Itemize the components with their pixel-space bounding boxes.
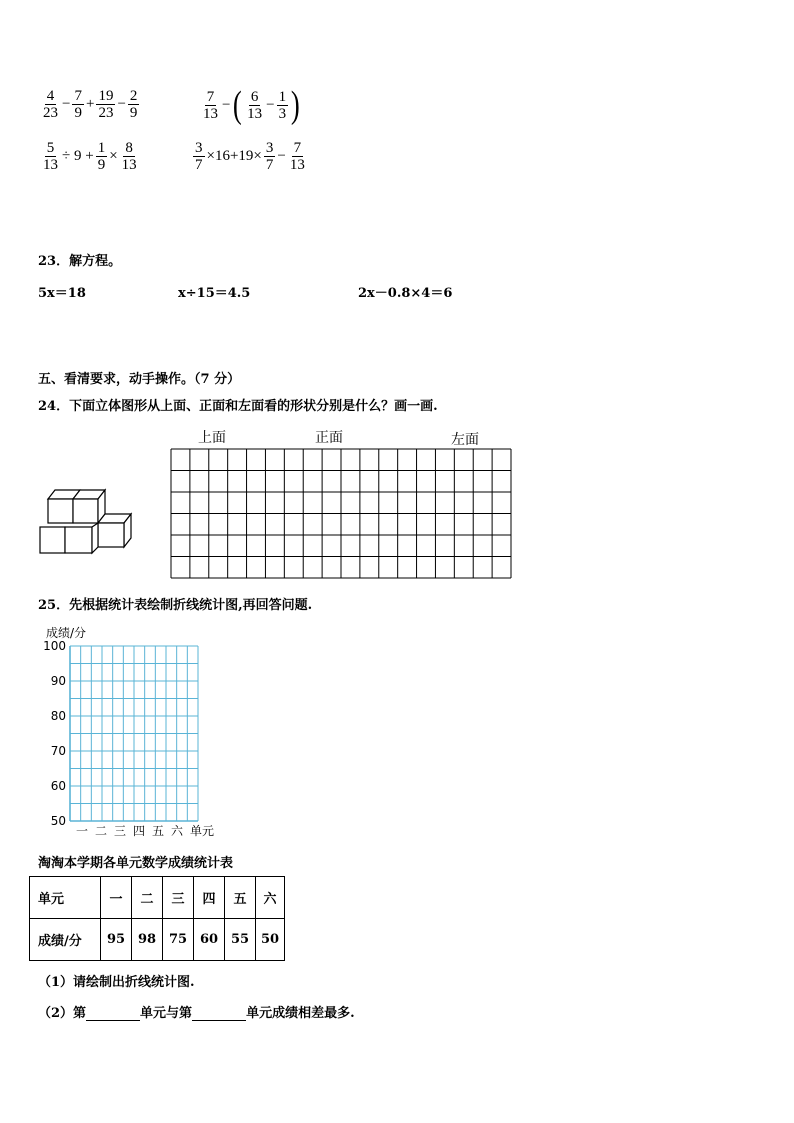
y-tick-label: 100 xyxy=(43,640,66,653)
cube-figure xyxy=(38,485,138,557)
left-paren: ( xyxy=(233,84,243,126)
table-cell: 六 xyxy=(256,877,285,919)
fraction: $\frac{7}{13}$ xyxy=(203,88,218,122)
sub2-part-b: 单元与第 xyxy=(140,1006,193,1021)
x-unit-label: 单元 xyxy=(190,824,215,838)
x-label: 一 xyxy=(76,824,89,838)
sub-question-2 xyxy=(38,1002,355,1021)
equation-2: x÷15＝4.5 xyxy=(178,286,251,301)
sub2-part-a: （2）第 xyxy=(38,1006,87,1021)
x-label: 二 xyxy=(95,824,108,838)
table-cell: 98 xyxy=(132,919,163,961)
q24-title: 24．下面立体图形从上面、正面和左面看的形状分别是什么？画一画. xyxy=(38,399,438,414)
fraction: $\frac{1}{3}$ xyxy=(278,88,287,122)
answer-blank-2[interactable] xyxy=(192,1006,246,1021)
y-tick-label: 60 xyxy=(50,779,66,793)
q25-title: 25．先根据统计表绘制折线统计图,再回答问题. xyxy=(38,598,313,613)
sub2-part-c: 单元成绩相差最多. xyxy=(246,1006,355,1021)
calc-expr-3: $\frac{5}{13}$ ÷ 9 + $\frac{1}{9}$ × $\frac{8}{13}$ xyxy=(43,140,137,173)
y-axis-title: 成绩/分 xyxy=(46,626,87,640)
sub-question-1: （1）请绘制出折线统计图. xyxy=(38,975,195,990)
table-cell: 95 xyxy=(101,919,132,961)
fraction: $\frac{5}{13}$ xyxy=(43,140,58,173)
x-axis-labels xyxy=(76,822,214,839)
fraction: $\frac{7}{9}$ xyxy=(74,88,82,121)
label-top-view: 上面 xyxy=(198,430,226,446)
y-tick-label: 80 xyxy=(50,709,66,723)
table-cell: 一 xyxy=(101,877,132,919)
table-cell: 二 xyxy=(132,877,163,919)
fraction: $\frac{7}{13}$ xyxy=(289,140,305,173)
q23-title: 23．解方程。 xyxy=(38,254,122,269)
table-header-cell: 成绩/分 xyxy=(30,919,101,961)
section5-title: 五、看清要求，动手操作。（7 分） xyxy=(38,372,241,387)
equation-3: 2x－0.8×4＝6 xyxy=(358,286,453,301)
x-label: 三 xyxy=(114,824,127,838)
fraction: $\frac{6}{13}$ xyxy=(247,88,263,122)
table-header-cell: 单元 xyxy=(30,877,101,919)
x-label: 六 xyxy=(171,824,184,838)
y-tick-label: 90 xyxy=(50,674,66,688)
fraction: $\frac{2}{9}$ xyxy=(129,88,138,121)
table-cell: 55 xyxy=(225,919,256,961)
fraction: $\frac{4}{23}$ xyxy=(43,88,58,121)
fraction: $\frac{8}{13}$ xyxy=(121,140,137,173)
label-left-view: 左面 xyxy=(451,432,479,448)
y-tick-label: 50 xyxy=(50,814,66,828)
table-row xyxy=(30,877,285,919)
table-title: 淘淘本学期各单元数学成绩统计表 xyxy=(38,856,234,871)
table-cell: 75 xyxy=(163,919,194,961)
y-tick-label: 70 xyxy=(50,744,66,758)
table-cell: 三 xyxy=(163,877,194,919)
equation-1: 5x＝18 xyxy=(38,286,86,301)
x-label: 五 xyxy=(152,824,165,838)
table-cell: 四 xyxy=(194,877,225,919)
fraction: $\frac{3}{7}$ xyxy=(195,140,203,173)
fraction: $\frac{19}{23}$ xyxy=(98,88,114,121)
answer-blank-1[interactable] xyxy=(86,1006,140,1021)
fraction: $\frac{1}{9}$ xyxy=(97,140,106,173)
score-table xyxy=(29,876,285,961)
fraction: $\frac{3}{7}$ xyxy=(265,140,274,173)
table-cell: 50 xyxy=(256,919,285,961)
table-cell: 五 xyxy=(225,877,256,919)
drawing-grid[interactable] xyxy=(170,448,512,579)
right-paren: ) xyxy=(290,84,300,126)
calc-expr-4: $\frac{3}{7}$ ×16+19× $\frac{3}{7}$ − $\frac{7}{13}$ xyxy=(195,140,305,173)
label-front-view: 正面 xyxy=(315,430,343,446)
calc-expr-2: $\frac{7}{13}$ − ( $\frac{6}{13}$ − $\frac{1}{3}$ ) xyxy=(203,84,300,126)
calc-expr-1: $\frac{4}{23}$ − $\frac{7}{9}$ + $\frac{19}{23}$ − $\frac{2}{9}$ xyxy=(43,88,138,121)
table-cell: 60 xyxy=(194,919,225,961)
table-row xyxy=(30,919,285,961)
x-label: 四 xyxy=(133,824,146,838)
line-chart[interactable] xyxy=(40,640,230,840)
